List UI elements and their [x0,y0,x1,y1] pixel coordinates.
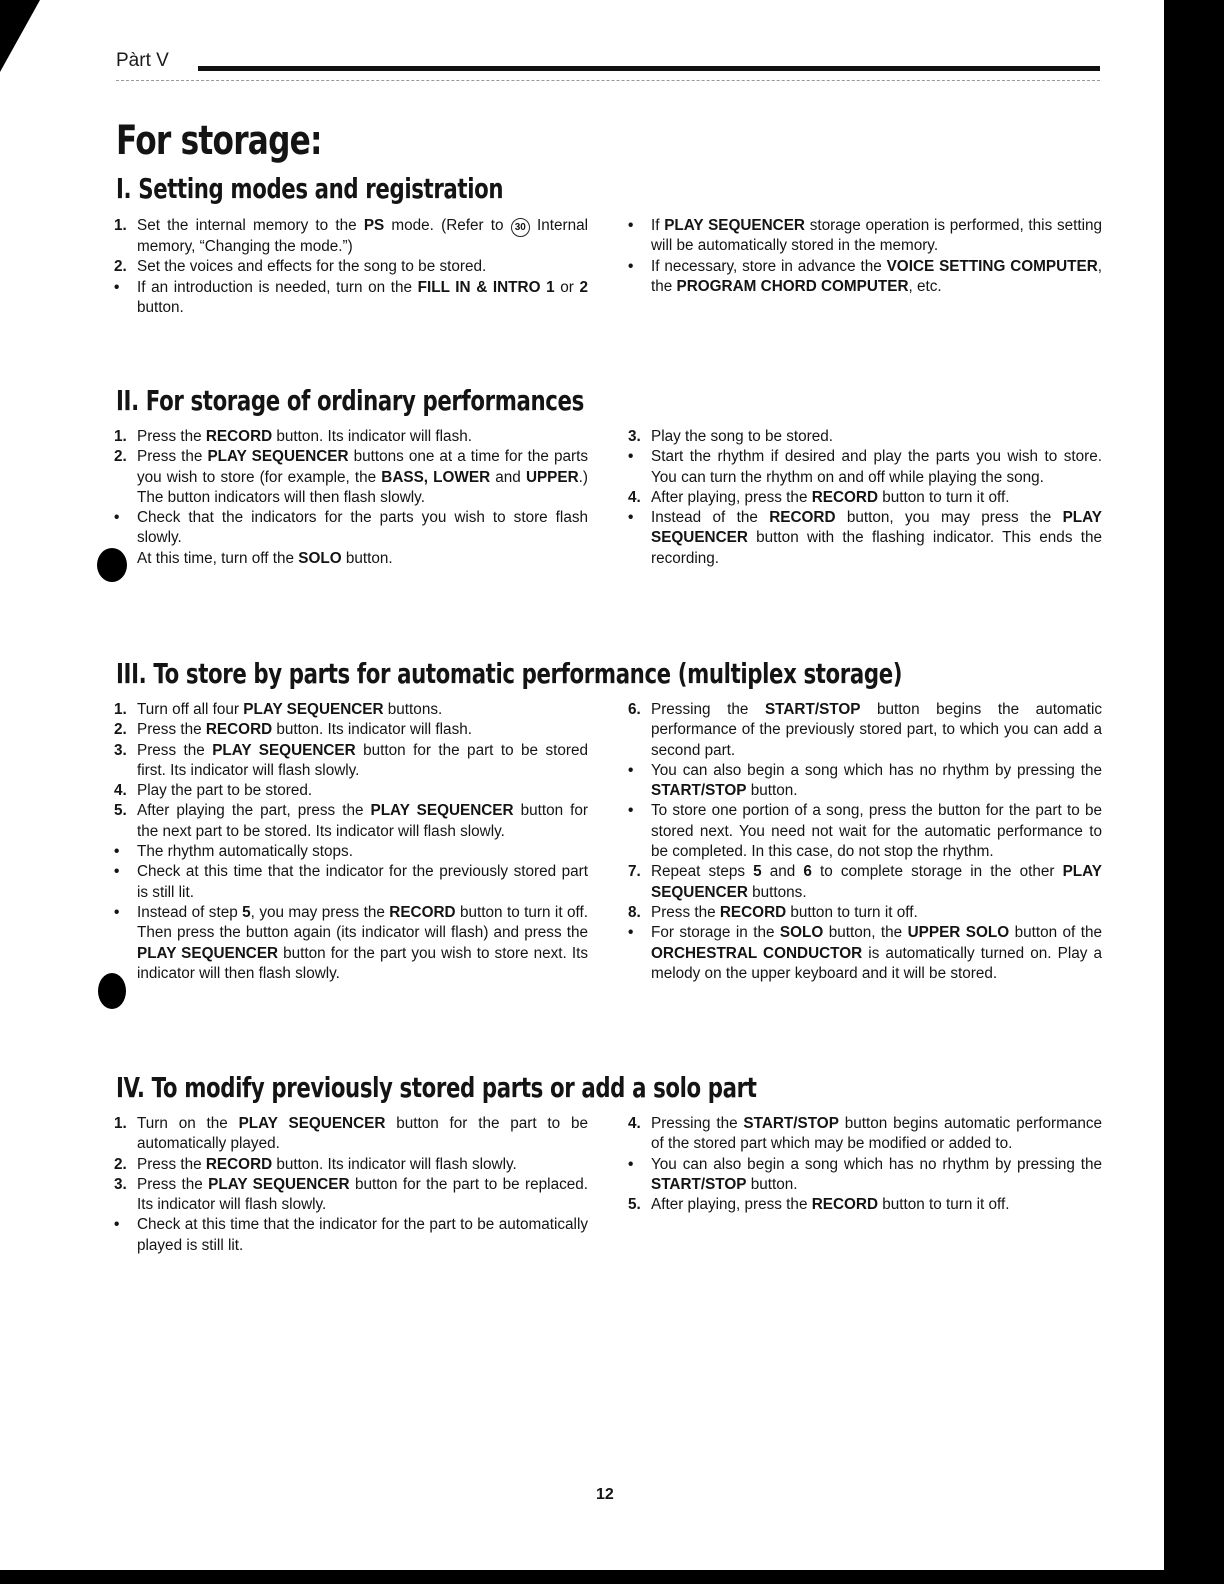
list-item: 7. Repeat steps 5 and 6 to complete storage in the other PLAY SEQUENCER buttons. [628,863,1102,901]
list-item: • If an introduction is needed, turn on the FILL IN & INTRO 1 or 2 button. [114,278,589,316]
list-item: 3. Press the PLAY SEQUENCER button for the part to be stored first. Its indicator will flash slowly. [114,741,588,779]
list-item: • Check at this time that the indicator for the previously stored part is still lit. [114,863,588,901]
list-item: 1. Turn off all four PLAY SEQUENCER buttons. [114,701,443,718]
list-item: 4. After playing, press the RECORD button to turn it off. [628,488,1010,506]
list-item: 3. Press the PLAY SEQUENCER button for the part to be replaced. Its indicator will flash slowly. [114,1175,588,1214]
section-1-right-column [628,216,1102,297]
header-rule [198,66,1100,71]
list-item: 1. Turn on the PLAY SEQUENCER button for the part to be automatically played. [114,1115,589,1153]
section-3-title: III. To store by parts for automatic performance (multiplex storage) [116,657,903,690]
section-3-right-column [628,700,1102,984]
list-item: • Instead of step 5, you may press the RECORD button to turn it off. Then press the button again (its indicator will flash) and press the PLAY SEQUENCER button for the part you wish to store next. Its indicator will then flash slowly. [114,903,588,982]
circled-number: 30 [511,218,530,237]
section-3-left-column [114,700,588,984]
section-4-title: IV. To modify previously stored parts or add a solo part [116,1071,757,1104]
list-item: • If PLAY SEQUENCER storage operation is performed, this setting will be automatically stored in the memory. [628,217,1103,255]
list-item: 2. Press the PLAY SEQUENCER buttons one at a time for the parts you wish to store (for example, the BASS, LOWER and UPPER.) The button indicators will then flash slowly. [114,448,588,506]
list-item: • Instead of the RECORD button, you may press the PLAY SEQUENCER button with the flashing indicator. This ends the recording. [628,509,1103,567]
scan-corner [0,0,40,72]
list-item: • You can also begin a song which has no rhythm by pressing the START/STOP button. [628,761,1102,800]
list-item: • Check at this time that the indicator for the part to be automatically played is still lit. [114,1216,588,1254]
part-label: Pàrt V [116,50,169,71]
section-2-left-column [114,427,588,569]
list-item: 3. Play the song to be stored. [628,428,833,445]
header-rule-thin [116,80,1100,81]
list-item: 8. Press the RECORD button to turn it off. [628,903,918,921]
section-1-left-column [114,216,588,318]
list-item: 4. Play the part to be stored. [114,782,313,800]
list-item: 1. Set the internal memory to the PS mode. (Refer to 30 Internal memory, “Changing the mode.”) [114,217,588,255]
page-number: 12 [596,1486,614,1503]
list-item: 5. After playing, press the RECORD button to turn it off. [628,1196,1010,1214]
part-header [116,46,1100,80]
section-4-left-column [114,1114,588,1256]
section-2-right-column [628,427,1102,569]
list-item: 5. After playing the part, press the PLAY SEQUENCER button for the next part to be stored. Its indicator will flash slowly. [114,802,589,840]
list-item: At this time, turn off the SOLO button. [137,549,393,567]
list-item: • For storage in the SOLO button, the UPPER SOLO button of the ORCHESTRAL CONDUCTOR is automatically turned on. Play a melody on the upper keyboard and it will be stored. [628,924,1103,982]
list-item: 2. Set the voices and effects for the song to be stored. [114,258,487,276]
section-1-title: I. Setting modes and registration [116,172,504,205]
scan-border-right [1164,0,1224,1584]
list-item: 6. Pressing the START/STOP button begins the automatic performance of the previously stored part, to which you can add a second part. [628,701,1102,759]
list-item: 2. Press the RECORD button. Its indicator will flash. [114,721,472,739]
list-item: 1. Press the RECORD button. Its indicator will flash. [114,428,472,445]
list-item: • If necessary, store in advance the VOICE SETTING COMPUTER, the PROGRAM CHORD COMPUTER, etc. [628,257,1103,295]
list-item: 2. Press the RECORD button. Its indicator will flash slowly. [114,1155,517,1173]
list-item: • To store one portion of a song, press the button for the part to be stored next. You need not wait for the automatic performance to be completed. In this case, do not stop the rhythm. [628,802,1102,861]
list-item: • The rhythm automatically stops. [114,843,353,861]
section-2-title: II. For storage of ordinary performances [116,384,584,417]
list-item: • Start the rhythm if desired and play the parts you wish to store. You can turn the rhythm on and off while playing the song. [628,448,1102,486]
scan-border-bottom [0,1570,1224,1584]
section-4-right-column [628,1114,1102,1215]
page-title: For storage: [116,118,322,164]
list-item: 4. Pressing the START/STOP button begins automatic performance of the stored part which may be modified or added to. [628,1115,1102,1153]
list-item: • You can also begin a song which has no rhythm by pressing the START/STOP button. [628,1155,1102,1193]
list-item: • Check that the indicators for the parts you wish to store flash slowly. [114,509,588,547]
